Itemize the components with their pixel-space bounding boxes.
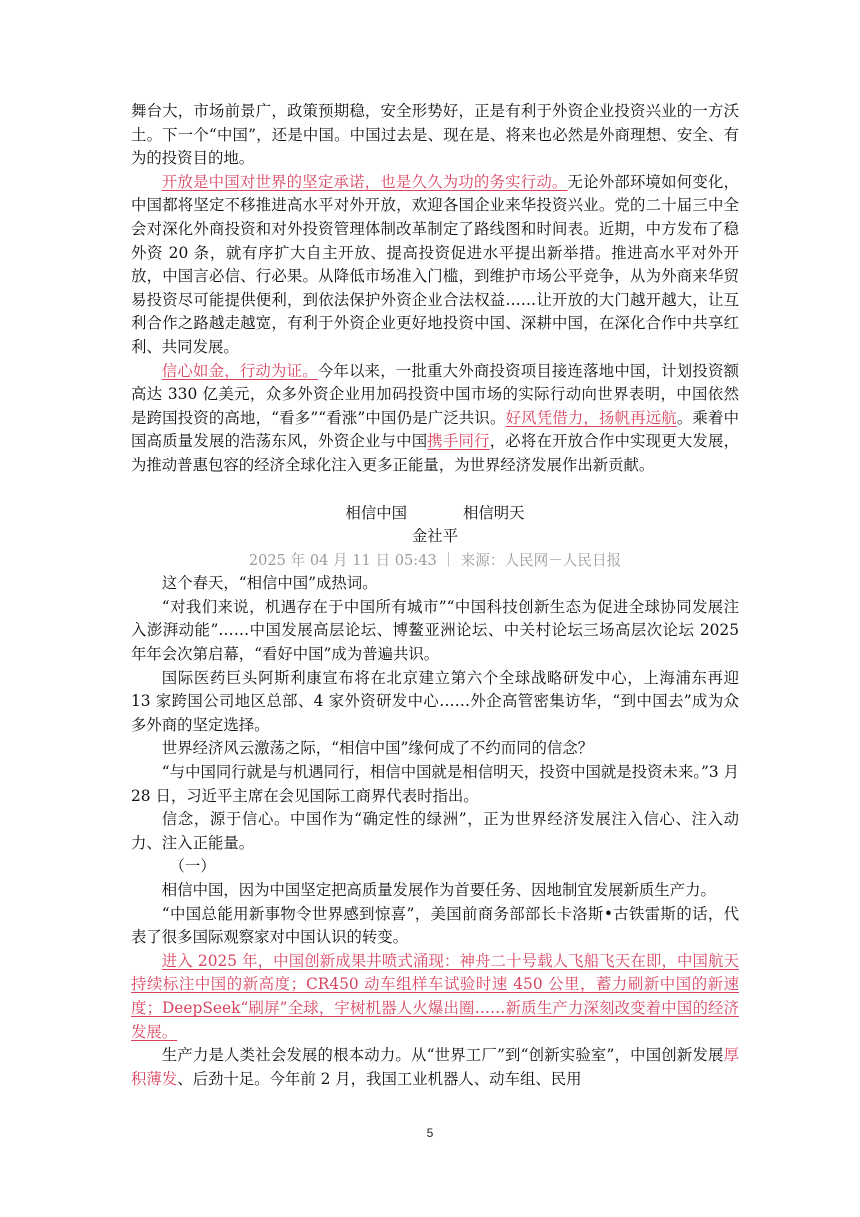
- paragraph: 世界经济风云激荡之际，“相信中国”缘何成了不约而同的信念？: [161, 739, 594, 758]
- paragraph: “中国总能用新事物令世界感到惊喜”，美国前商务部部长卡洛斯•古铁雷斯的话，代表了很多国际观察家对中国认识的转变。: [131, 904, 739, 947]
- paragraph-text: 今年以来，一批重大外商投资项目接连落地中国，计划投资额高达 330 亿美元，众多外资企业用加码投资中国市场的实际行动向世界表明，中国依然是跨国投资的高地，“看多”“看涨”中国仍是广泛共识。: [131, 361, 739, 427]
- document-body: [131, 100, 739, 1091]
- paragraph: 这个春天，“相信中国”成热词。: [161, 574, 378, 593]
- paragraph: “对我们来说，机遇存在于中国所有城市”“中国科技创新生态为促进全球协同发展注入澎湃动能”……中国发展高层论坛、博鳌亚洲论坛、中关村论坛三场高层次论坛 2025 年年会次第启幕，“看好中国”成为普遍共识。: [131, 597, 739, 664]
- paragraph: 相信中国，因为中国坚定把高质量发展作为首要任务、因地制宜发展新质生产力。: [161, 881, 716, 899]
- highlighted-phrase: 携手同行: [427, 432, 490, 451]
- article-title: [131, 502, 739, 526]
- paragraph: 国际医药巨头阿斯利康宣布将在北京建立第六个全球战略研发中心，上海浦东再迎 13 家跨国公司地区总部、4 家外资研发中心……外企高管密集访华，“到中国去”成为众多外商的坚定选择。: [131, 668, 739, 734]
- article-author: 金社平: [411, 527, 459, 546]
- highlighted-phrase: 厚积薄发: [131, 1046, 739, 1088]
- paragraph-last: [131, 1044, 739, 1091]
- paragraph-text: 无论外部环境如何变化，中国都将坚定不移推进高水平对外开放，欢迎各国企业来华投资兴业。党的二十届三中全会对深化外商投资和对外投资管理体制改革制定了路线图和时间表。近期，中方发布了稳外资 20 条，就有序扩大自主开放、提高投资促进水平提出新举措。推进高水平对外开放，中国言必信、行必果。从降低市场准入门槛，到维护市场公平竞争，从为外商来华贸易投资尽可能提供便利，到依法保护外资企业合法权益……让开放的大门越开越大，让互利合作之路越走越宽，有利于外资企业更好地投资中国、深耕中国，在深化合作中共享红利、共同发展。: [131, 172, 739, 356]
- highlighted-phrase: 好风凭借力，扬帆再远航: [505, 408, 677, 427]
- title-left: 相信中国: [345, 503, 407, 522]
- paragraph-text: 生产力是人类社会发展的根本动力。从“世界工厂”到“创新实验室”，中国创新发展: [161, 1046, 724, 1065]
- paragraph: 信念，源于信心。中国作为“确定性的绿洲”，正为世界经济发展注入信心、注入动力、注入正能量。: [131, 810, 739, 852]
- article-meta: 2025 年 04 月 11 日 05:43 ｜ 来源：人民网－人民日报: [248, 551, 622, 569]
- highlighted-sentence: 开放是中国对世界的坚定承诺，也是久久为功的务实行动。: [161, 172, 568, 191]
- paragraph-text: 。乘着中国高质量发展的浩荡东风，外资企业与中国: [131, 408, 739, 451]
- paragraph-confidence: [131, 360, 739, 478]
- section-heading: （一）: [169, 857, 216, 876]
- paragraph-opening: [131, 171, 739, 360]
- paragraph: “与中国同行就是与机遇同行，相信中国就是相信明天，投资中国就是投资未来。”3 月 28 日，习近平主席在会见国际工商界代表时指出。: [131, 763, 739, 805]
- paragraph-text: ，必将在开放合作中实现更大发展，为推动普惠包容的经济全球化注入更多正能量，为世界经济发展作出新贡献。: [131, 432, 739, 474]
- paragraph-continued: 舞台大，市场前景广，政策预期稳，安全形势好，正是有利于外资企业投资兴业的一方沃土。下一个“中国”，还是中国。中国过去是、现在是、将来也必然是外商理想、安全、有为的投资目的地。: [131, 102, 739, 168]
- highlighted-phrase: 信心如金，行动为证。: [161, 361, 318, 380]
- paragraph-text: 、后劲十足。今年前 2 月，我国工业机器人、动车组、民用: [177, 1069, 582, 1088]
- title-right: 相信明天: [463, 503, 525, 522]
- highlighted-paragraph: 进入 2025 年，中国创新成果井喷式涌现：神舟二十号载人飞船飞天在即，中国航天持续标注中国的新高度；CR450 动车组样车试验时速 450 公里，蓄力刷新中国的新速度；DeepSeek“刷屏”全球，宇树机器人火爆出圈……新质生产力深刻改变着中国的经济发展。: [131, 951, 739, 1041]
- page-number: 5: [426, 1126, 434, 1140]
